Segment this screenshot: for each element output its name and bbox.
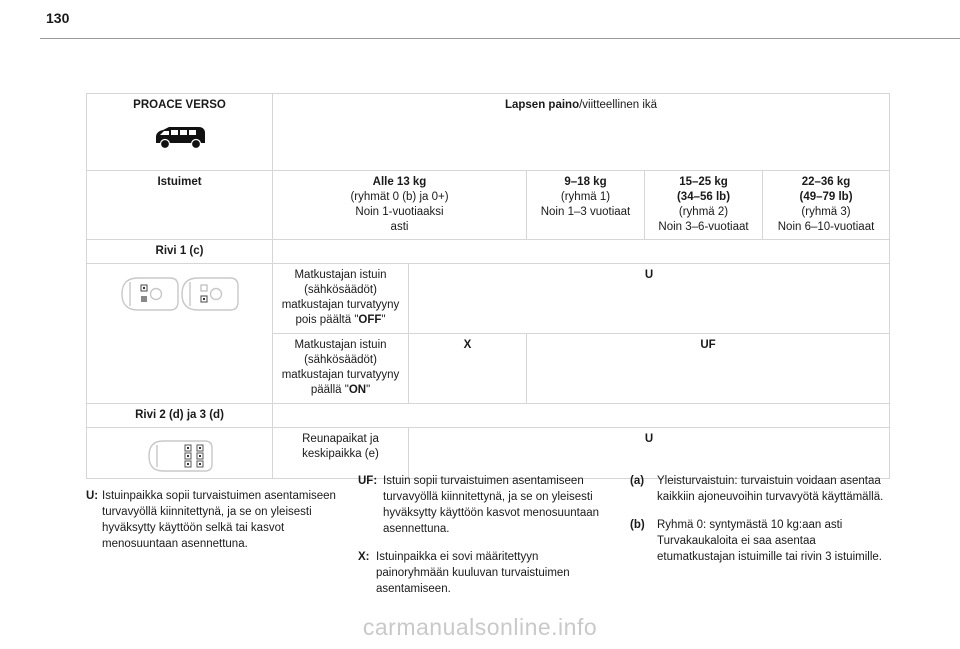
- watermark: carmanualsonline.info: [362, 614, 598, 640]
- passenger-on-cell: [273, 334, 409, 404]
- passenger-on-value-first: X: [409, 334, 527, 404]
- row23-label: Rivi 2 (d) ja 3 (d): [87, 404, 273, 428]
- front-seats-diagram-icon: [118, 274, 242, 314]
- model-cell: [87, 94, 273, 171]
- group-cell-1: [527, 171, 645, 240]
- passenger-on-line4-post: ": [366, 384, 371, 396]
- top-rule: [40, 38, 960, 39]
- group-cell-3: [763, 171, 890, 240]
- note-a-key: (a): [630, 475, 645, 487]
- passenger-off-line1: Matkustajan istuin: [294, 269, 387, 281]
- passenger-off-line2: (sähkösäädöt): [304, 284, 377, 296]
- airbag-on-label: ON: [348, 384, 367, 396]
- front-seats-image-cell: [87, 264, 273, 404]
- note-b-text: Ryhmä 0: syntymästä 10 kg:aan asti Turvakaukaloita ei saa asentaa etumatkustajan istuimille tai rivin 3 istuimille.: [657, 519, 882, 563]
- airbag-off-label: OFF: [358, 314, 382, 326]
- weight-header-rest: /viitteellinen ikä: [579, 99, 658, 111]
- weight-header-cell: [273, 94, 890, 171]
- note-uf-key: UF:: [358, 475, 378, 487]
- row23-heading-row: [87, 404, 890, 428]
- group-cell-2: [645, 171, 763, 240]
- group-3-line4: Noin 6–10-vuotiaat: [777, 221, 875, 233]
- group-3-line3: (ryhmä 3): [801, 206, 851, 218]
- note-x-text: Istuinpaikka ei sovi määritettyyn painoryhmään kuuluvan turvaistuimen asentamiseen.: [376, 551, 570, 595]
- note-u-text: Istuinpaikka sopii turvaistuimen asentamiseen turvavyöllä kiinnitettynä, ja se on yleisesti hyväksytty käyttöön selkä tai kasvot menosuuntaan asennettuna.: [102, 490, 336, 550]
- notes-column-2: [358, 473, 608, 605]
- passenger-off-value: U: [409, 264, 890, 334]
- group-2-weight-lb: (34–56 lb): [676, 191, 731, 203]
- outer-seats-value: U: [409, 428, 890, 479]
- rear-seats-diagram-icon: [145, 438, 215, 474]
- group-1-line3: Noin 1–3 vuotiaat: [540, 206, 631, 218]
- groups-row: [87, 171, 890, 240]
- note-a: [630, 473, 895, 505]
- passenger-off-line3: matkustajan turvatyyny: [281, 299, 400, 311]
- note-b: [630, 517, 895, 565]
- van-icon: [153, 123, 207, 151]
- outer-seats-row: [87, 428, 890, 479]
- note-b-key: (b): [630, 519, 645, 531]
- group-3-weight-lb: (49–79 lb): [799, 191, 853, 203]
- group-0-line3: Noin 1-vuotiaaksi: [355, 206, 444, 218]
- passenger-on-line1: Matkustajan istuin: [294, 339, 387, 351]
- rear-seats-image-cell: [87, 428, 273, 479]
- passenger-off-line4-post: ": [381, 314, 386, 326]
- seats-label: Istuimet: [87, 171, 273, 240]
- page-number: 130: [46, 10, 70, 26]
- row1-heading-row: [87, 240, 890, 264]
- note-uf: [358, 473, 608, 537]
- group-2-line4: Noin 3–6-vuotiaat: [658, 221, 749, 233]
- passenger-off-row: [87, 264, 890, 334]
- passenger-off-cell: [273, 264, 409, 334]
- note-u-key: U:: [86, 490, 99, 502]
- outer-seats-line1: Reunapaikat ja: [302, 433, 379, 445]
- child-seat-table: [86, 93, 890, 479]
- notes-column-1: [86, 488, 336, 560]
- passenger-on-value-rest: UF: [527, 334, 890, 404]
- group-0-line4: asti: [390, 221, 409, 233]
- passenger-on-line2: (sähkösäädöt): [304, 354, 377, 366]
- group-0-line2: (ryhmät 0 (b) ja 0+): [350, 191, 449, 203]
- note-x: [358, 549, 608, 597]
- group-3-weight: 22–36 kg: [801, 176, 851, 188]
- group-2-weight: 15–25 kg: [679, 176, 728, 188]
- row23-heading-empty: [273, 404, 890, 428]
- model-name: PROACE VERSO: [133, 99, 226, 111]
- group-1-line2: (ryhmä 1): [560, 191, 611, 203]
- note-x-key: X:: [358, 551, 370, 563]
- note-u: [86, 488, 336, 552]
- passenger-off-line4-pre: pois päältä ": [295, 314, 359, 326]
- row1-heading-empty: [273, 240, 890, 264]
- weight-header-bold: Lapsen paino: [504, 99, 580, 111]
- outer-seats-cell: [273, 428, 409, 479]
- notes-column-3: [630, 473, 895, 573]
- passenger-on-line3: matkustajan turvatyyny: [281, 369, 400, 381]
- row1-label: Rivi 1 (c): [87, 240, 273, 264]
- group-cell-0: [273, 171, 527, 240]
- passenger-on-line4-pre: päällä ": [310, 384, 349, 396]
- outer-seats-line2: keskipaikka (e): [302, 448, 379, 460]
- note-uf-text: Istuin sopii turvaistuimen asentamiseen turvavyöllä kiinnitettynä, ja se on yleisesti hyväksytty käyttöön kasvot menosuuntaan asennettuna.: [383, 475, 600, 535]
- note-a-text: Yleisturvaistuin: turvaistuin voidaan asentaa kaikkiin ajoneuvoihin turvavyötä käyttämällä.: [657, 475, 884, 503]
- group-2-line3: (ryhmä 2): [678, 206, 729, 218]
- table-header-row: [87, 94, 890, 171]
- group-1-weight: 9–18 kg: [564, 176, 607, 188]
- group-0-weight: Alle 13 kg: [372, 176, 427, 188]
